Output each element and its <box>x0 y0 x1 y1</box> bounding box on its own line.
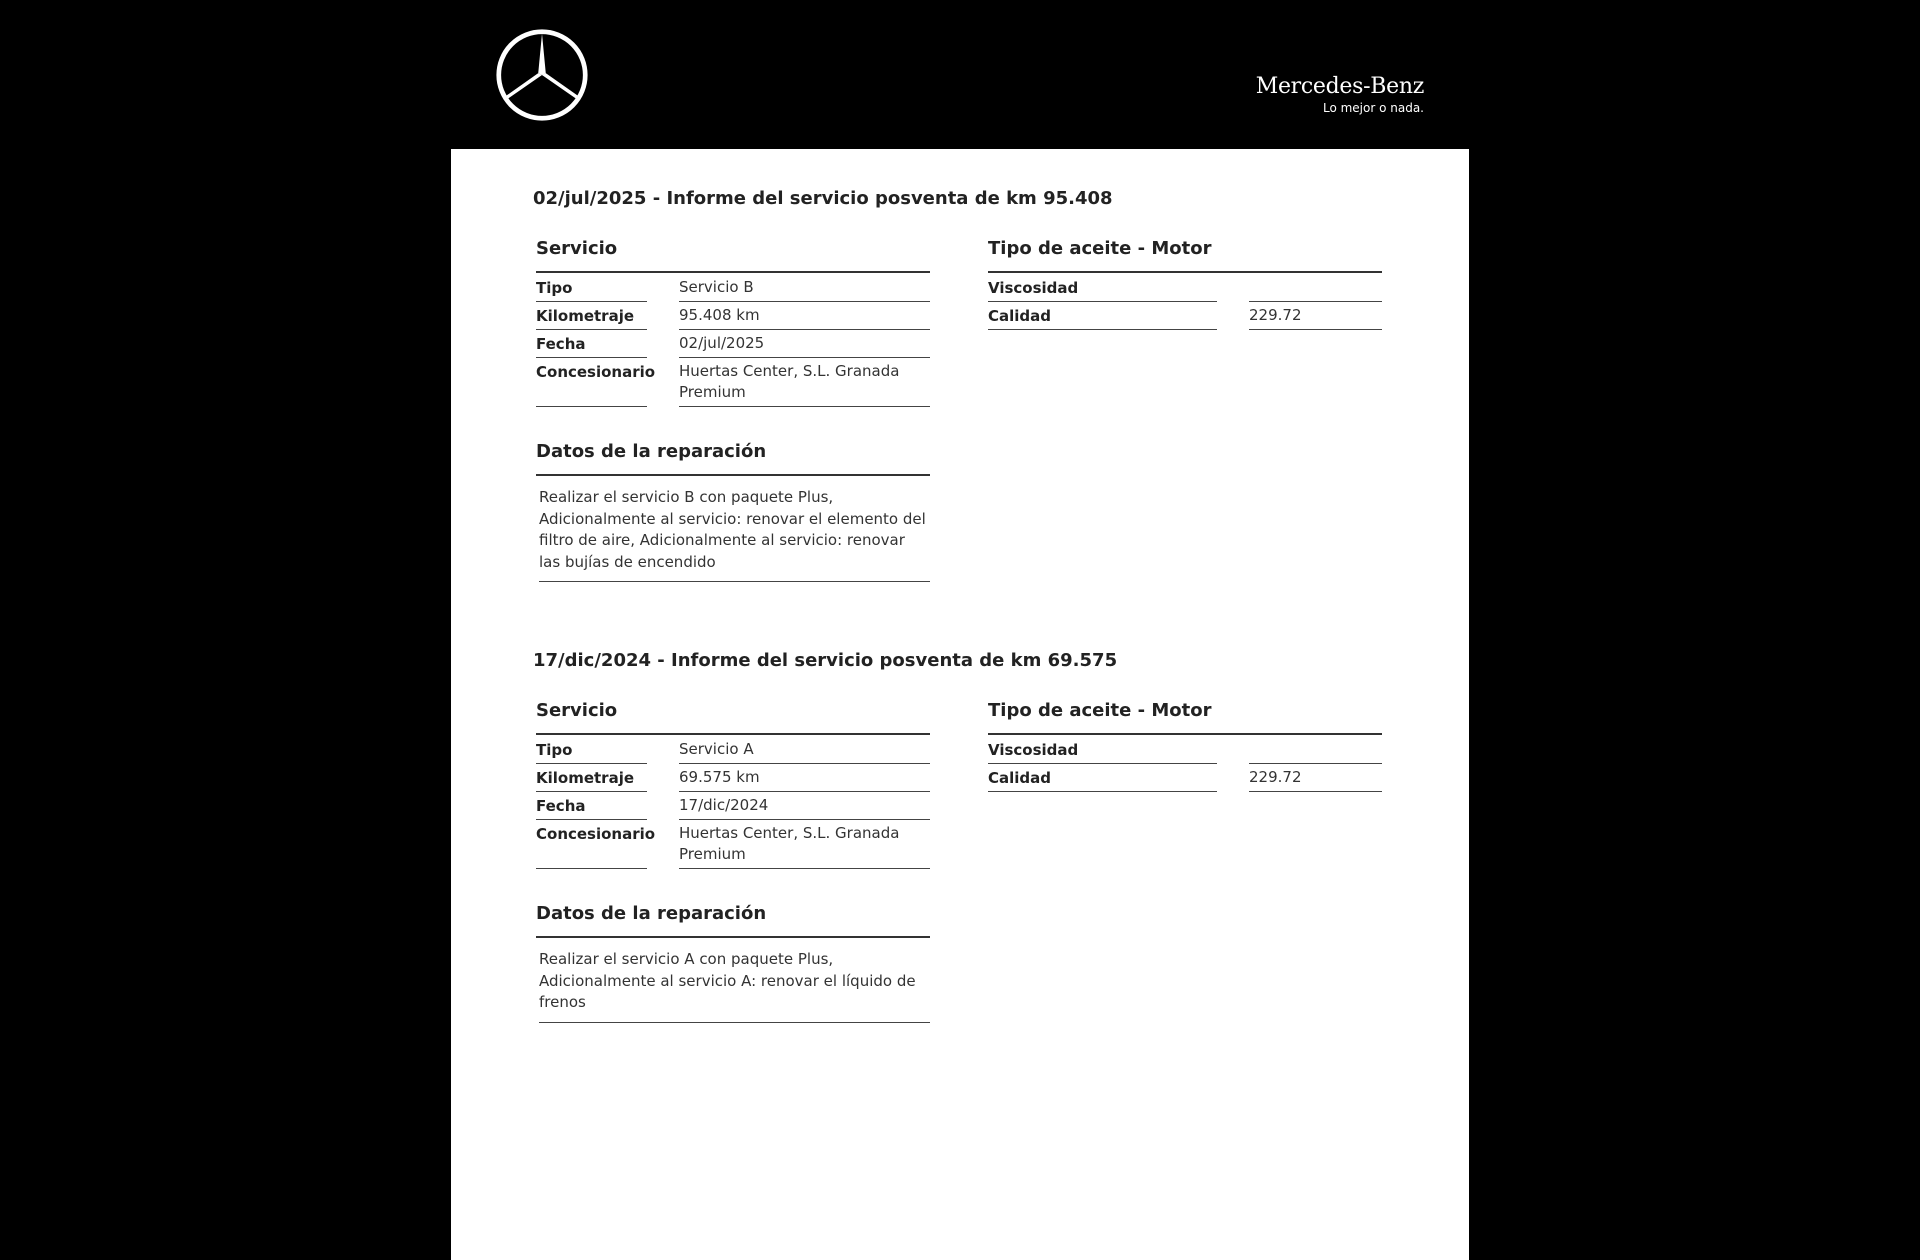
kilometraje-value: 95.408 km <box>679 306 760 324</box>
row-line <box>539 581 930 582</box>
row-line <box>988 763 1217 764</box>
tipo-value: Servicio B <box>679 278 754 296</box>
fecha-label: Fecha <box>536 797 586 815</box>
row-line <box>536 791 647 792</box>
tipo-label: Tipo <box>536 741 573 759</box>
brand-name: Mercedes-Benz <box>1255 74 1424 99</box>
report-title: 02/jul/2025 - Informe del servicio posventa de km 95.408 <box>533 188 1113 209</box>
row-line <box>536 868 647 869</box>
concesionario-label: Concesionario <box>536 825 656 843</box>
row-line <box>536 301 647 302</box>
reparacion-rule <box>536 474 930 476</box>
concesionario-value: Huertas Center, S.L. Granada Premium <box>679 362 900 401</box>
document-page <box>451 0 1469 1260</box>
aceite-rule <box>988 271 1382 273</box>
row-line <box>988 791 1217 792</box>
header-bar <box>451 0 1469 149</box>
row-line <box>536 357 647 358</box>
row-line <box>679 763 930 764</box>
row-line <box>679 791 930 792</box>
viscosidad-label: Viscosidad <box>988 279 1079 297</box>
row-line <box>988 301 1217 302</box>
concesionario-value: Huertas Center, S.L. Granada Premium <box>679 824 900 863</box>
reparacion-description: Realizar el servicio A con paquete Plus, Adicionalmente al servicio A: renovar el líquido de frenos <box>539 950 916 1011</box>
row-line <box>536 406 647 407</box>
brand-block <box>1256 74 1424 116</box>
row-line <box>536 329 647 330</box>
row-line <box>1249 791 1382 792</box>
fecha-value: 02/jul/2025 <box>679 334 765 352</box>
aceite-section-title: Tipo de aceite - Motor <box>988 700 1212 721</box>
kilometraje-value: 69.575 km <box>679 768 760 786</box>
calidad-label: Calidad <box>988 307 1052 325</box>
mercedes-star-icon <box>495 28 589 122</box>
brand-slogan: Lo mejor o nada. <box>1322 101 1424 115</box>
concesionario-label: Concesionario <box>536 363 656 381</box>
calidad-value: 229.72 <box>1249 768 1302 786</box>
calidad-value: 229.72 <box>1249 306 1302 324</box>
servicio-rule <box>536 271 930 273</box>
reparacion-rule <box>536 936 930 938</box>
reparacion-description: Realizar el servicio B con paquete Plus, Adicionalmente al servicio: renovar el elemento del filtro de aire, Adicionalmente al servicio: renovar las bujías de encendido <box>539 488 926 571</box>
row-line <box>679 868 930 869</box>
row-line <box>536 763 647 764</box>
servicio-rule <box>536 733 930 735</box>
reparacion-section-title: Datos de la reparación <box>536 903 767 924</box>
servicio-section-title: Servicio <box>536 700 618 721</box>
row-line <box>679 301 930 302</box>
row-line <box>679 329 930 330</box>
row-line <box>1249 329 1382 330</box>
fecha-label: Fecha <box>536 335 586 353</box>
row-line <box>679 406 930 407</box>
reparacion-section-title: Datos de la reparación <box>536 441 767 462</box>
fecha-value: 17/dic/2024 <box>679 796 769 814</box>
tipo-label: Tipo <box>536 279 573 297</box>
kilometraje-label: Kilometraje <box>536 307 635 325</box>
row-line <box>536 819 647 820</box>
row-line <box>1249 763 1382 764</box>
row-line <box>679 357 930 358</box>
calidad-label: Calidad <box>988 769 1052 787</box>
servicio-section-title: Servicio <box>536 238 618 259</box>
tipo-value: Servicio A <box>679 740 754 758</box>
report-title: 17/dic/2024 - Informe del servicio posventa de km 69.575 <box>533 650 1118 671</box>
row-line <box>1249 301 1382 302</box>
row-line <box>988 329 1217 330</box>
row-line <box>679 819 930 820</box>
row-line <box>539 1022 930 1023</box>
viscosidad-label: Viscosidad <box>988 741 1079 759</box>
aceite-section-title: Tipo de aceite - Motor <box>988 238 1212 259</box>
aceite-rule <box>988 733 1382 735</box>
kilometraje-label: Kilometraje <box>536 769 635 787</box>
